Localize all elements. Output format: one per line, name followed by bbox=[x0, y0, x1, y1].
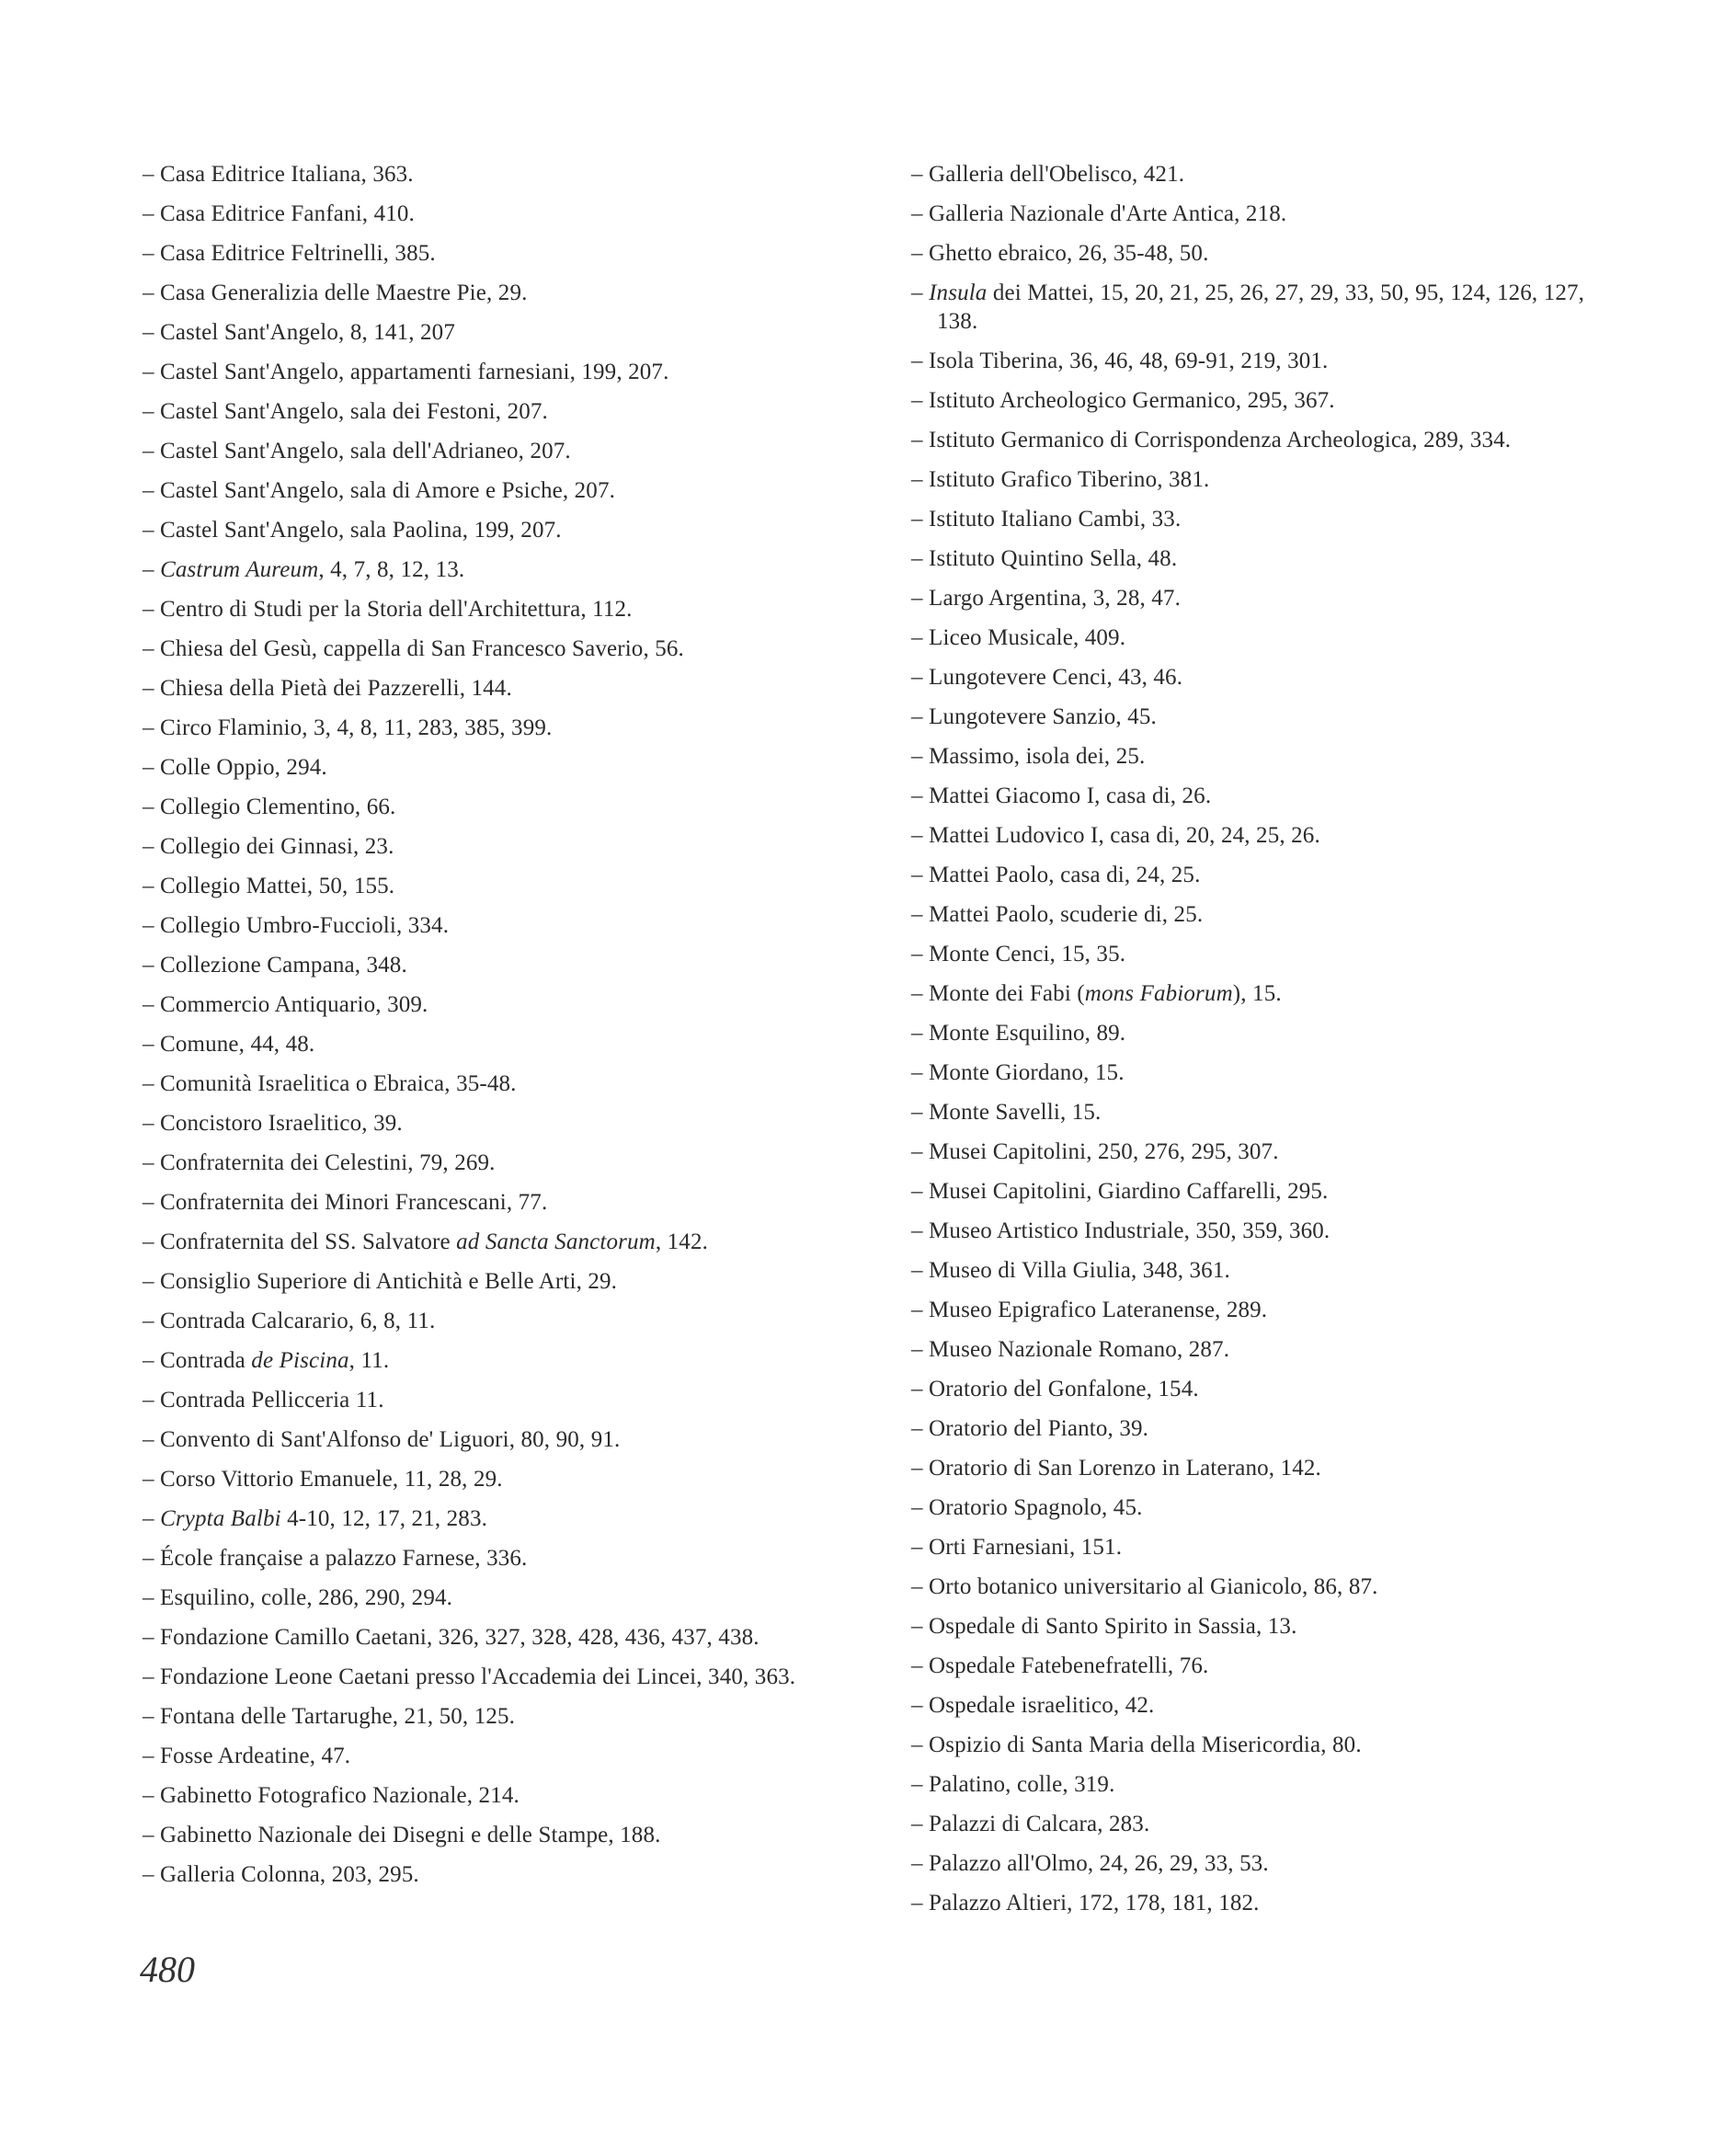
index-entry-text: – Museo Nazionale Romano, 287. bbox=[911, 1337, 1230, 1362]
index-entry-text: – Mattei Ludovico I, casa di, 20, 24, 25, 26. bbox=[911, 823, 1320, 848]
index-entry bbox=[911, 584, 1610, 612]
index-entry-text: – Ospedale israelitico, 42. bbox=[911, 1693, 1155, 1718]
index-entry-text: – Museo di Villa Giulia, 348, 361. bbox=[911, 1258, 1230, 1283]
index-entry-text: – Fondazione Leone Caetani presso l'Accademia dei Lincei, 340, 363. bbox=[143, 1664, 796, 1689]
index-entry bbox=[143, 793, 841, 821]
index-entry-text: – Lungotevere Cenci, 43, 46. bbox=[911, 665, 1183, 690]
index-entry-text: – Ghetto ebraico, 26, 35-48, 50. bbox=[911, 241, 1209, 266]
index-entry-text: – Castel Sant'Angelo, sala dei Festoni, 207. bbox=[143, 399, 548, 424]
index-entry bbox=[143, 1149, 841, 1177]
index-entry bbox=[143, 1267, 841, 1296]
index-entry-text: – bbox=[143, 1506, 161, 1531]
index-entry-text: – Ospizio di Santa Maria della Misericordia, 80. bbox=[911, 1733, 1362, 1757]
index-entry bbox=[143, 990, 841, 1019]
index-entry-text: – Oratorio di San Lorenzo in Laterano, 142. bbox=[911, 1456, 1321, 1481]
index-entry bbox=[911, 1533, 1610, 1561]
index-entry-text: , 11. bbox=[348, 1348, 390, 1373]
index-entry bbox=[143, 1623, 841, 1652]
index-entry bbox=[143, 358, 841, 386]
index-entry-text: – Fontana delle Tartarughe, 21, 50, 125. bbox=[143, 1704, 516, 1729]
index-entry bbox=[911, 1810, 1610, 1838]
index-entry-text: – École française a palazzo Farnese, 336. bbox=[143, 1546, 528, 1571]
index-entry bbox=[143, 1702, 841, 1731]
index-entry-text: – Lungotevere Sanzio, 45. bbox=[911, 704, 1157, 729]
index-entry-italic-text: Castrum Aureum bbox=[160, 557, 319, 582]
index-entry bbox=[143, 1465, 841, 1493]
index-entry-text: – Massimo, isola dei, 25. bbox=[911, 744, 1146, 769]
index-entry bbox=[911, 1019, 1610, 1047]
index-entry bbox=[911, 1256, 1610, 1285]
index-entry bbox=[143, 1069, 841, 1098]
index-entry-text: – Palatino, colle, 319. bbox=[911, 1772, 1115, 1797]
index-entry bbox=[143, 200, 841, 228]
index-entry-text: – Monte Esquilino, 89. bbox=[911, 1021, 1126, 1046]
index-entry bbox=[143, 1821, 841, 1849]
index-entry-text: – Castel Sant'Angelo, sala di Amore e Psiche, 207. bbox=[143, 478, 616, 503]
index-entry-text: – Musei Capitolini, 250, 276, 295, 307. bbox=[911, 1139, 1279, 1164]
index-entry-text: – Concistoro Israelitico, 39. bbox=[143, 1111, 403, 1136]
index-entry bbox=[143, 911, 841, 940]
index-entry-text: – Casa Generalizia delle Maestre Pie, 29. bbox=[143, 280, 528, 305]
index-entry-text: – Monte Cenci, 15, 35. bbox=[911, 942, 1126, 966]
index-entry bbox=[143, 1742, 841, 1770]
index-entry bbox=[911, 426, 1610, 454]
index-entry bbox=[911, 1691, 1610, 1720]
index-entry-italic-text: ad Sancta Sanctorum bbox=[456, 1229, 656, 1254]
index-entry-text: – Museo Epigrafico Lateranense, 289. bbox=[911, 1298, 1268, 1322]
index-entry-text: – Castel Sant'Angelo, sala Paolina, 199, 207. bbox=[143, 518, 562, 543]
index-entry bbox=[911, 1454, 1610, 1482]
index-entry bbox=[911, 663, 1610, 692]
index-entry bbox=[911, 386, 1610, 415]
index-entry-text: – Monte dei Fabi ( bbox=[911, 981, 1085, 1006]
index-entry bbox=[911, 505, 1610, 533]
index-entry bbox=[143, 279, 841, 307]
index-entry bbox=[143, 476, 841, 505]
index-entry bbox=[143, 516, 841, 544]
index-entry bbox=[143, 1030, 841, 1058]
index-entry-text: – Comunità Israelitica o Ebraica, 35-48. bbox=[143, 1071, 517, 1096]
index-entry bbox=[911, 1770, 1610, 1799]
index-entry bbox=[143, 832, 841, 861]
index-entry bbox=[911, 1375, 1610, 1403]
index-entry-text: – Collegio Mattei, 50, 155. bbox=[143, 874, 395, 898]
index-entry-text: – Galleria dell'Obelisco, 421. bbox=[911, 162, 1185, 187]
index-entry bbox=[143, 635, 841, 663]
index-entry-text: – Consiglio Superiore di Antichità e Belle Arti, 29. bbox=[143, 1269, 618, 1294]
index-entry-text: – Mattei Giacomo I, casa di, 26. bbox=[911, 783, 1212, 808]
index-entry-text: – Mattei Paolo, scuderie di, 25. bbox=[911, 902, 1204, 927]
index-entry-text: – bbox=[911, 280, 930, 305]
index-entry bbox=[911, 1493, 1610, 1522]
index-entry bbox=[143, 397, 841, 426]
index-entry bbox=[143, 1860, 841, 1889]
index-entry-text: – Casa Editrice Fanfani, 410. bbox=[143, 201, 415, 226]
index-entry bbox=[911, 623, 1610, 652]
index-entry bbox=[143, 1188, 841, 1217]
index-entry-text: – Istituto Grafico Tiberino, 381. bbox=[911, 467, 1210, 492]
index-entry-text: – Istituto Germanico di Corrispondenza Archeologica, 289, 334. bbox=[911, 428, 1512, 452]
index-entry-text: – Circo Flaminio, 3, 4, 8, 11, 283, 385, 399. bbox=[143, 715, 553, 740]
index-entry-text: – Istituto Archeologico Germanico, 295, 367. bbox=[911, 388, 1335, 413]
index-entry-text: – Fosse Ardeatine, 47. bbox=[143, 1744, 351, 1768]
index-entry bbox=[911, 465, 1610, 494]
index-entry bbox=[911, 979, 1610, 1008]
index-entry-text: , 4, 7, 8, 12, 13. bbox=[318, 557, 465, 582]
index-entry-text: – Gabinetto Fotografico Nazionale, 214. bbox=[143, 1783, 520, 1808]
index-entry bbox=[911, 347, 1610, 375]
index-entry-text: – Confraternita del SS. Salvatore bbox=[143, 1229, 457, 1254]
index-entry-text: – Orto botanico universitario al Gianicolo, 86, 87. bbox=[911, 1574, 1378, 1599]
index-entry bbox=[143, 951, 841, 979]
index-entry-text: dei Mattei, 15, 20, 21, 25, 26, 27, 29, 33, 50, 95, 124, 126, 127, 138. bbox=[937, 280, 1585, 334]
index-entry-text: – Galleria Nazionale d'Arte Antica, 218. bbox=[911, 201, 1287, 226]
index-entry bbox=[911, 160, 1610, 189]
index-entry-text: – Collegio Clementino, 66. bbox=[143, 795, 396, 819]
index-entry bbox=[143, 1425, 841, 1454]
index-entry-text: – Musei Capitolini, Giardino Caffarelli, 295. bbox=[911, 1179, 1329, 1204]
index-entry bbox=[911, 703, 1610, 731]
index-entry-text: – Liceo Musicale, 409. bbox=[911, 625, 1126, 650]
index-entry bbox=[911, 1177, 1610, 1206]
index-entry-text: – Centro di Studi per la Storia dell'Architettura, 112. bbox=[143, 597, 633, 622]
index-column-left bbox=[143, 160, 841, 1900]
index-entry-text: – Isola Tiberina, 36, 46, 48, 69-91, 219, 301. bbox=[911, 349, 1329, 373]
index-entry-text: – Contrada Pellicceria 11. bbox=[143, 1388, 384, 1412]
index-entry-text: – Contrada Calcarario, 6, 8, 11. bbox=[143, 1309, 436, 1333]
index-entry bbox=[911, 544, 1610, 573]
index-entry-text: – Castel Sant'Angelo, 8, 141, 207 bbox=[143, 320, 455, 345]
index-entry bbox=[143, 318, 841, 347]
index-entry-text: , 142. bbox=[655, 1229, 709, 1254]
index-entry-text: – Confraternita dei Celestini, 79, 269. bbox=[143, 1150, 496, 1175]
index-entry bbox=[143, 1307, 841, 1335]
index-entry-text: 4-10, 12, 17, 21, 283. bbox=[280, 1506, 488, 1531]
index-entry-text: – Palazzi di Calcara, 283. bbox=[911, 1812, 1150, 1836]
index-entry-text: – Contrada bbox=[143, 1348, 252, 1373]
index-entry-italic-text: Crypta Balbi bbox=[160, 1506, 281, 1531]
index-entry-text: – Fondazione Camillo Caetani, 326, 327, 328, 428, 436, 437, 438. bbox=[143, 1625, 760, 1650]
index-entry-text: ), 15. bbox=[1232, 981, 1282, 1006]
index-entry bbox=[143, 872, 841, 900]
index-entry bbox=[143, 1504, 841, 1533]
index-entry bbox=[143, 1346, 841, 1375]
index-entry bbox=[911, 200, 1610, 228]
index-entry-text: – Oratorio Spagnolo, 45. bbox=[911, 1495, 1143, 1520]
index-entry-text: – Commercio Antiquario, 309. bbox=[143, 992, 428, 1017]
index-entry-text: – Casa Editrice Feltrinelli, 385. bbox=[143, 241, 436, 266]
index-entry-text: – Castel Sant'Angelo, appartamenti farnesiani, 199, 207. bbox=[143, 360, 669, 384]
index-entry bbox=[911, 1612, 1610, 1641]
index-entry-text: – Casa Editrice Italiana, 363. bbox=[143, 162, 414, 187]
index-entry bbox=[143, 437, 841, 465]
index-entry-italic-text: de Piscina bbox=[251, 1348, 349, 1373]
index-entry bbox=[911, 1217, 1610, 1245]
index-entry-text: – Museo Artistico Industriale, 350, 359, 360. bbox=[911, 1218, 1331, 1243]
index-entry-text: – Confraternita dei Minori Francescani, 77. bbox=[143, 1190, 548, 1215]
index-entry bbox=[911, 1058, 1610, 1087]
index-entry bbox=[143, 1386, 841, 1414]
index-entry bbox=[911, 279, 1610, 336]
index-entry bbox=[143, 1584, 841, 1612]
index-entry-text: – Palazzo Altieri, 172, 178, 181, 182. bbox=[911, 1891, 1260, 1916]
index-entry bbox=[911, 1849, 1610, 1878]
index-entry-text: – bbox=[143, 557, 161, 582]
index-entry bbox=[911, 1731, 1610, 1759]
index-entry bbox=[911, 782, 1610, 810]
index-entry bbox=[143, 1109, 841, 1138]
index-entry-text: – Palazzo all'Olmo, 24, 26, 29, 33, 53. bbox=[911, 1851, 1269, 1876]
index-entry bbox=[911, 1335, 1610, 1364]
index-entry bbox=[143, 1544, 841, 1572]
index-entry bbox=[143, 239, 841, 268]
index-entry-text: – Castel Sant'Angelo, sala dell'Adrianeo, 207. bbox=[143, 439, 571, 463]
index-entry-text: – Galleria Colonna, 203, 295. bbox=[143, 1862, 419, 1887]
index-entry-text: – Istituto Quintino Sella, 48. bbox=[911, 546, 1178, 571]
index-entry-text: – Monte Giordano, 15. bbox=[911, 1060, 1125, 1085]
index-entry bbox=[911, 1138, 1610, 1166]
index-entry-text: – Monte Savelli, 15. bbox=[911, 1100, 1102, 1125]
index-entry-text: – Convento di Sant'Alfonso de' Liguori, 80, 90, 91. bbox=[143, 1427, 621, 1452]
index-entry-text: – Comune, 44, 48. bbox=[143, 1032, 315, 1057]
index-entry-text: – Collegio Umbro-Fuccioli, 334. bbox=[143, 913, 450, 938]
index-entry-text: – Ospedale di Santo Spirito in Sassia, 13. bbox=[911, 1614, 1297, 1639]
index-entry bbox=[911, 821, 1610, 850]
index-entry-text: – Chiesa della Pietà dei Pazzerelli, 144. bbox=[143, 676, 512, 701]
index-entry-text: – Collegio dei Ginnasi, 23. bbox=[143, 834, 394, 859]
index-entry-text: – Oratorio del Pianto, 39. bbox=[911, 1416, 1149, 1441]
index-entry-text: – Esquilino, colle, 286, 290, 294. bbox=[143, 1585, 453, 1610]
page-number: 480 bbox=[140, 1949, 195, 1990]
index-entry-text: – Collezione Campana, 348. bbox=[143, 953, 407, 978]
index-entry bbox=[911, 1414, 1610, 1443]
index-entry bbox=[143, 1781, 841, 1810]
index-entry-italic-text: Insula bbox=[929, 280, 988, 305]
index-entry bbox=[911, 1572, 1610, 1601]
index-entry bbox=[143, 555, 841, 584]
index-entry bbox=[911, 1652, 1610, 1680]
index-entry bbox=[143, 1228, 841, 1256]
index-entry bbox=[143, 160, 841, 189]
index-entry bbox=[143, 595, 841, 623]
index-entry bbox=[143, 753, 841, 782]
index-entry-text: – Corso Vittorio Emanuele, 11, 28, 29. bbox=[143, 1467, 503, 1492]
index-entry bbox=[143, 714, 841, 742]
index-entry-text: – Colle Oppio, 294. bbox=[143, 755, 327, 780]
index-entry bbox=[911, 940, 1610, 968]
index-entry-text: – Largo Argentina, 3, 28, 47. bbox=[911, 586, 1181, 611]
index-entry bbox=[911, 742, 1610, 771]
index-entry-text: – Chiesa del Gesù, cappella di San Francesco Saverio, 56. bbox=[143, 636, 684, 661]
index-entry-text: – Gabinetto Nazionale dei Disegni e delle Stampe, 188. bbox=[143, 1823, 661, 1847]
index-entry-text: – Orti Farnesiani, 151. bbox=[911, 1535, 1123, 1560]
index-entry bbox=[911, 239, 1610, 268]
index-entry bbox=[911, 900, 1610, 929]
index-entry bbox=[911, 1889, 1610, 1917]
index-column-right bbox=[911, 160, 1610, 1928]
index-entry bbox=[911, 1098, 1610, 1126]
index-entry-italic-text: mons Fabiorum bbox=[1084, 981, 1233, 1006]
index-entry bbox=[143, 1663, 841, 1691]
index-entry bbox=[143, 674, 841, 703]
index-entry bbox=[911, 1296, 1610, 1324]
index-entry-text: – Ospedale Fatebenefratelli, 76. bbox=[911, 1653, 1209, 1678]
index-entry bbox=[911, 861, 1610, 889]
index-entry-text: – Oratorio del Gonfalone, 154. bbox=[911, 1377, 1199, 1401]
index-entry-text: – Mattei Paolo, casa di, 24, 25. bbox=[911, 863, 1201, 887]
index-entry-text: – Istituto Italiano Cambi, 33. bbox=[911, 507, 1182, 532]
